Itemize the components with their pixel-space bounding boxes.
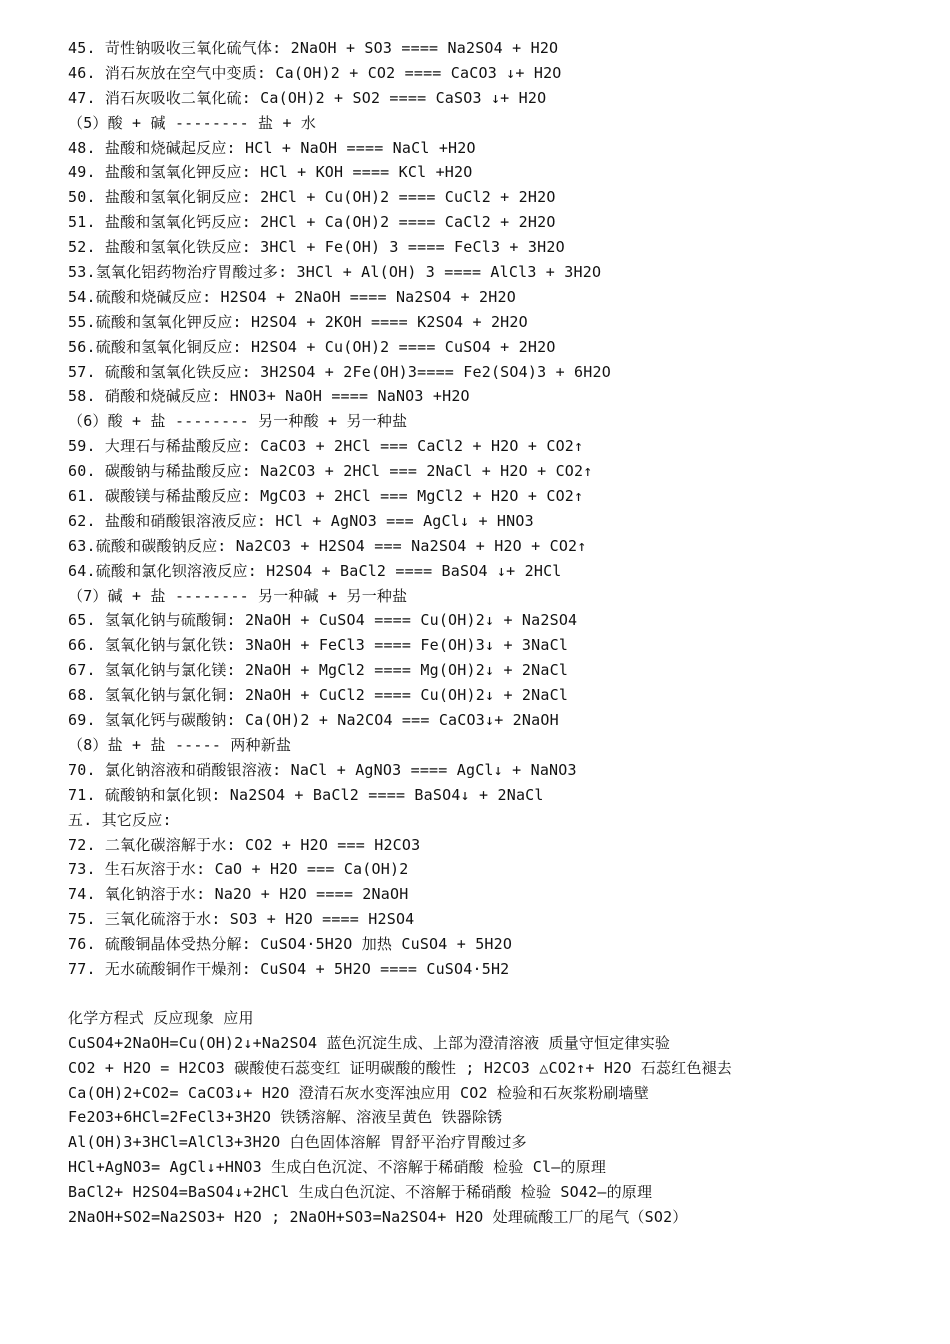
equation-line: 77. 无水硫酸铜作干燥剂: CuSO4 + 5H2O ==== CuSO4·5H2 bbox=[68, 959, 510, 978]
equation-line: 69. 氢氧化钙与碳酸钠: Ca(OH)2 + Na2CO4 === CaCO3↓+ 2NaOH bbox=[68, 711, 559, 730]
equation-line: 五. 其它反应: bbox=[68, 810, 172, 829]
equation-line: 45. 苛性钠吸收三氧化硫气体: 2NaOH + SO3 ==== Na2SO4 + H2O bbox=[68, 39, 559, 57]
equations-list bbox=[68, 36, 928, 982]
equation-line: 48. 盐酸和烧碱起反应: HCl + NaOH ==== NaCl +H2O bbox=[68, 138, 476, 157]
equation-line: 61. 碳酸镁与稀盐酸反应: MgCO3 + 2HCl === MgCl2 + H2O + CO2↑ bbox=[68, 487, 584, 506]
equation-line: 47. 消石灰吸收二氧化硫: Ca(OH)2 + SO2 ==== CaSO3 ↓+ H2O bbox=[68, 88, 547, 107]
equation-line: 54.硫酸和烧碱反应: H2SO4 + 2NaOH ==== Na2SO4 + 2H2O bbox=[68, 287, 516, 306]
equation-line: 49. 盐酸和氢氧化钾反应: HCl + KOH ==== KCl +H2O bbox=[68, 163, 473, 182]
equation-line: 51. 盐酸和氢氧化钙反应: 2HCl + Ca(OH)2 ==== CaCl2 + 2H2O bbox=[68, 213, 556, 232]
equation-line: （8）盐 + 盐 ----- 两种新盐 bbox=[68, 735, 292, 754]
summary-line: Ca(OH)2+CO2= CaCO3↓+ H2O 澄清石灰水变浑浊应用 CO2 检验和石灰浆粉刷墙壁 bbox=[68, 1083, 649, 1102]
equation-line: 66. 氢氧化钠与氯化铁: 3NaOH + FeCl3 ==== Fe(OH)3↓ + 3NaCl bbox=[68, 636, 569, 655]
summary-line: 化学方程式 反应现象 应用 bbox=[68, 1008, 254, 1027]
summary-line: BaCl2+ H2SO4=BaSO4↓+2HCl 生成白色沉淀、不溶解于稀硝酸 检验 SO42—的原理 bbox=[68, 1183, 653, 1202]
equation-line: （7）碱 + 盐 -------- 另一种碱 + 另一种盐 bbox=[68, 586, 408, 605]
summary-line: Al(OH)3+3HCl=AlCl3+3H2O 白色固体溶解 胃舒平治疗胃酸过多 bbox=[68, 1133, 527, 1152]
equation-line: 64.硫酸和氯化钡溶液反应: H2SO4 + BaCl2 ==== BaSO4 ↓+ 2HCl bbox=[68, 561, 562, 580]
document-page bbox=[68, 36, 928, 1230]
equation-line: 57. 硫酸和氢氧化铁反应: 3H2SO4 + 2Fe(OH)3==== Fe2(SO4)3 + 6H2O bbox=[68, 362, 611, 381]
equation-line: （5）酸 + 碱 -------- 盐 + 水 bbox=[68, 113, 317, 132]
equation-line: 55.硫酸和氢氧化钾反应: H2SO4 + 2KOH ==== K2SO4 + 2H2O bbox=[68, 312, 528, 331]
section-gap bbox=[68, 982, 928, 1006]
equation-line: 46. 消石灰放在空气中变质: Ca(OH)2 + CO2 ==== CaCO3 ↓+ H2O bbox=[68, 63, 562, 82]
equation-line: 72. 二氧化碳溶解于水: CO2 + H2O === H2CO3 bbox=[68, 835, 421, 854]
summary-line: CO2 + H2O = H2CO3 碳酸使石蕊变红 证明碳酸的酸性 ; H2CO3 △CO2↑+ H2O 石蕊红色褪去 bbox=[68, 1058, 733, 1077]
equation-line: 53.氢氧化铝药物治疗胃酸过多: 3HCl + Al(OH) 3 ==== AlCl3 + 3H2O bbox=[68, 263, 602, 282]
equation-line: 74. 氧化钠溶于水: Na2O + H2O ==== 2NaOH bbox=[68, 885, 409, 904]
equation-line: 76. 硫酸铜晶体受热分解: CuSO4·5H2O 加热 CuSO4 + 5H2O bbox=[68, 935, 513, 954]
summary-line: 2NaOH+SO2=Na2SO3+ H2O ; 2NaOH+SO3=Na2SO4+ H2O 处理硫酸工厂的尾气（SO2） bbox=[68, 1207, 688, 1226]
equation-line: 59. 大理石与稀盐酸反应: CaCO3 + 2HCl === CaCl2 + H2O + CO2↑ bbox=[68, 437, 584, 456]
equation-line: 71. 硫酸钠和氯化钡: Na2SO4 + BaCl2 ==== BaSO4↓ + 2NaCl bbox=[68, 785, 544, 804]
summary-line: Fe2O3+6HCl=2FeCl3+3H2O 铁锈溶解、溶液呈黄色 铁器除锈 bbox=[68, 1108, 503, 1127]
equation-line: 58. 硝酸和烧碱反应: HNO3+ NaOH ==== NaNO3 +H2O bbox=[68, 387, 470, 406]
equation-line: 52. 盐酸和氢氧化铁反应: 3HCl + Fe(OH) 3 ==== FeCl3 + 3H2O bbox=[68, 238, 565, 257]
equation-line: 70. 氯化钠溶液和硝酸银溶液: NaCl + AgNO3 ==== AgCl↓ + NaNO3 bbox=[68, 760, 577, 779]
equation-line: 68. 氢氧化钠与氯化铜: 2NaOH + CuCl2 ==== Cu(OH)2↓ + 2NaCl bbox=[68, 686, 569, 705]
equation-line: 75. 三氧化硫溶于水: SO3 + H2O ==== H2SO4 bbox=[68, 910, 415, 929]
equation-line: 65. 氢氧化钠与硫酸铜: 2NaOH + CuSO4 ==== Cu(OH)2↓ + Na2SO4 bbox=[68, 611, 578, 630]
summary-line: HCl+AgNO3= AgCl↓+HNO3 生成白色沉淀、不溶解于稀硝酸 检验 Cl—的原理 bbox=[68, 1158, 607, 1177]
equations-phenomena-table bbox=[68, 1006, 928, 1230]
equation-line: 60. 碳酸钠与稀盐酸反应: Na2CO3 + 2HCl === 2NaCl + H2O + CO2↑ bbox=[68, 462, 593, 481]
equation-line: 63.硫酸和碳酸钠反应: Na2CO3 + H2SO4 === Na2SO4 + H2O + CO2↑ bbox=[68, 536, 587, 555]
equation-line: 73. 生石灰溶于水: CaO + H2O === Ca(OH)2 bbox=[68, 860, 409, 879]
summary-line: CuSO4+2NaOH=Cu(OH)2↓+Na2SO4 蓝色沉淀生成、上部为澄清溶液 质量守恒定律实验 bbox=[68, 1033, 671, 1052]
equation-line: 67. 氢氧化钠与氯化镁: 2NaOH + MgCl2 ==== Mg(OH)2↓ + 2NaCl bbox=[68, 661, 569, 680]
equation-line: 62. 盐酸和硝酸银溶液反应: HCl + AgNO3 === AgCl↓ + HNO3 bbox=[68, 511, 534, 530]
equation-line: 50. 盐酸和氢氧化铜反应: 2HCl + Cu(OH)2 ==== CuCl2 + 2H2O bbox=[68, 188, 556, 207]
equation-line: 56.硫酸和氢氧化铜反应: H2SO4 + Cu(OH)2 ==== CuSO4 + 2H2O bbox=[68, 337, 556, 356]
equation-line: （6）酸 + 盐 -------- 另一种酸 + 另一种盐 bbox=[68, 412, 408, 431]
